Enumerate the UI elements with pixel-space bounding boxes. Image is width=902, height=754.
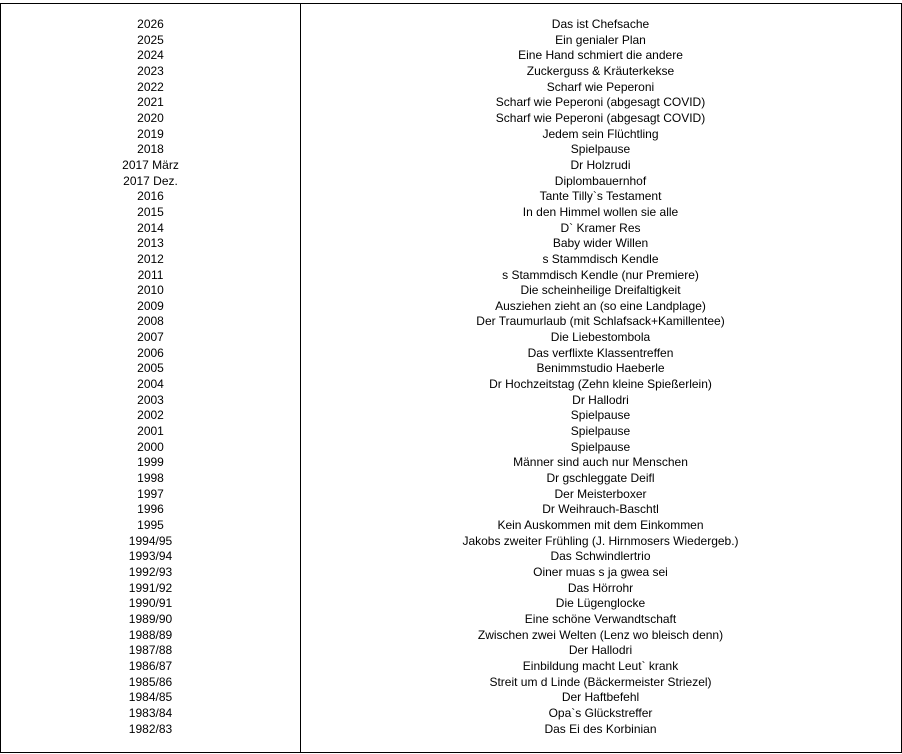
table-row xyxy=(1,361,901,377)
table-row xyxy=(1,612,901,628)
play-title-cell: Der Traumurlaub (mit Schlafsack+Kamillentee) xyxy=(476,314,725,329)
play-title-cell: Die Liebestombola xyxy=(550,330,651,345)
play-title-cell: Ausziehen zieht an (so eine Landplage) xyxy=(495,298,706,313)
table-row xyxy=(1,95,901,111)
year-cell: 1986/87 xyxy=(128,658,173,673)
table-row xyxy=(1,706,901,722)
year-cell: 1987/88 xyxy=(128,643,173,658)
table-row xyxy=(1,643,901,659)
year-cell: 2004 xyxy=(137,377,164,392)
table-row xyxy=(1,330,901,346)
table-row xyxy=(1,158,901,174)
play-title-cell: In den Himmel wollen sie alle xyxy=(522,204,679,219)
year-cell: 1992/93 xyxy=(128,564,173,579)
year-cell: 2023 xyxy=(137,63,164,78)
play-title-cell: Zuckerguss & Kräuterkekse xyxy=(526,63,675,78)
table-row xyxy=(1,549,901,565)
play-title-cell: Das verflixte Klassentreffen xyxy=(527,345,674,360)
play-title-cell: Dr Holzrudi xyxy=(570,157,631,172)
table-row xyxy=(1,534,901,550)
table-row xyxy=(1,268,901,284)
play-title-cell: Diplombauernhof xyxy=(554,173,647,188)
table-row xyxy=(1,628,901,644)
play-title-cell: D` Kramer Res xyxy=(560,220,641,235)
year-cell: 2012 xyxy=(137,251,164,266)
year-cell: 1991/92 xyxy=(128,580,173,595)
table-row xyxy=(1,424,901,440)
play-title-cell: Scharf wie Peperoni xyxy=(546,79,655,94)
year-cell: 1995 xyxy=(137,518,164,532)
table-row xyxy=(1,455,901,471)
table-row xyxy=(1,314,901,330)
play-title-cell: Die Lügenglocke xyxy=(555,596,646,611)
play-title-cell: Eine Hand schmiert die andere xyxy=(518,48,683,63)
year-cell: 1999 xyxy=(137,455,164,470)
table-row xyxy=(1,48,901,64)
table-row xyxy=(1,80,901,96)
table-row xyxy=(1,33,901,49)
year-cell: 2009 xyxy=(137,298,164,313)
table-row xyxy=(1,252,901,268)
year-cell: 1983/84 xyxy=(128,705,173,720)
play-title-cell: Jedem sein Flüchtling xyxy=(542,126,659,141)
play-title-cell: Das Hörrohr xyxy=(567,580,634,595)
play-title-cell: Scharf wie Peperoni (abgesagt COVID) xyxy=(495,95,706,110)
year-cell: 1997 xyxy=(137,486,164,501)
play-title-cell: Das ist Chefsache xyxy=(551,17,650,31)
year-cell: 2017 März xyxy=(122,157,179,172)
table-body xyxy=(1,17,901,737)
table-row xyxy=(1,127,901,143)
table-row xyxy=(1,581,901,597)
year-cell: 2017 Dez. xyxy=(123,173,178,188)
year-cell: 2020 xyxy=(137,110,164,125)
year-cell: 2011 xyxy=(137,267,164,282)
year-cell: 1998 xyxy=(137,471,164,486)
table-row xyxy=(1,189,901,205)
play-title-cell: Das Schwindlertrio xyxy=(550,549,651,564)
play-title-cell: Der Meisterboxer xyxy=(554,486,647,501)
year-cell: 2022 xyxy=(137,79,164,94)
year-cell: 1982/83 xyxy=(128,721,173,736)
table-row xyxy=(1,659,901,675)
year-cell: 2007 xyxy=(137,330,164,345)
play-title-cell: s Stammdisch Kendle xyxy=(542,251,659,266)
play-title-cell: Das Ei des Korbinian xyxy=(544,721,657,736)
year-cell: 1988/89 xyxy=(128,627,173,642)
play-title-cell: Eine schöne Verwandtschaft xyxy=(524,611,677,626)
table-row xyxy=(1,722,901,738)
table-row xyxy=(1,675,901,691)
table-row xyxy=(1,377,901,393)
table-row xyxy=(1,111,901,127)
year-cell: 2019 xyxy=(137,126,164,141)
play-title-cell: Dr Weihrauch-Baschtl xyxy=(542,502,659,517)
table-row xyxy=(1,174,901,190)
play-title-cell: Die scheinheilige Dreifaltigkeit xyxy=(520,283,681,298)
play-title-cell: Dr gschleggate Deifl xyxy=(546,471,655,486)
year-cell: 2021 xyxy=(137,95,164,110)
table-row xyxy=(1,440,901,456)
table-row xyxy=(1,283,901,299)
play-title-cell: Baby wider Willen xyxy=(552,236,649,251)
year-cell: 2026 xyxy=(137,17,164,31)
table-row xyxy=(1,393,901,409)
year-cell: 2024 xyxy=(137,48,164,63)
year-cell: 2006 xyxy=(137,345,164,360)
play-title-cell: Streit um d Linde (Bäckermeister Striezel) xyxy=(489,674,712,689)
year-cell: 2013 xyxy=(137,236,164,251)
year-cell: 1996 xyxy=(137,502,164,517)
play-title-cell: Ein genialer Plan xyxy=(555,32,646,47)
year-cell: 1985/86 xyxy=(128,674,173,689)
play-title-cell: Dr Hochzeitstag (Zehn kleine Spießerlein) xyxy=(489,377,712,392)
year-cell: 2025 xyxy=(137,32,164,47)
year-cell: 2015 xyxy=(137,204,164,219)
year-cell: 2003 xyxy=(137,392,164,407)
table-row xyxy=(1,205,901,221)
year-cell: 2005 xyxy=(137,361,164,376)
play-title-cell: Jakobs zweiter Frühling (J. Hirnmosers Wiedergeb.) xyxy=(462,533,739,548)
year-cell: 2002 xyxy=(137,408,164,423)
table-row xyxy=(1,471,901,487)
play-title-cell: Oiner muas s ja gwea sei xyxy=(533,564,668,579)
year-cell: 2001 xyxy=(137,424,164,439)
play-title-cell: Spielpause xyxy=(570,424,631,439)
year-cell: 2018 xyxy=(137,142,164,157)
year-cell: 1993/94 xyxy=(128,549,173,564)
year-cell: 2008 xyxy=(137,314,164,329)
table-row xyxy=(1,346,901,362)
play-title-cell: Dr Hallodri xyxy=(572,392,629,407)
table-row xyxy=(1,518,901,534)
year-cell: 2016 xyxy=(137,189,164,204)
table-row xyxy=(1,502,901,518)
table-row xyxy=(1,596,901,612)
table-row xyxy=(1,565,901,581)
play-title-cell: Zwischen zwei Welten (Lenz wo bleisch denn) xyxy=(477,627,724,642)
table-row xyxy=(1,221,901,237)
year-cell: 1984/85 xyxy=(128,690,173,705)
table-row xyxy=(1,408,901,424)
play-title-cell: Spielpause xyxy=(570,142,631,157)
play-title-cell: Männer sind auch nur Menschen xyxy=(513,455,688,470)
play-title-cell: Spielpause xyxy=(570,439,631,454)
play-history-table-frame xyxy=(0,3,902,753)
play-title-cell: Einbildung macht Leut` krank xyxy=(522,658,679,673)
play-title-cell: Der Haftbefehl xyxy=(561,690,640,705)
year-cell: 2000 xyxy=(137,439,164,454)
play-title-cell: Opa`s Glückstreffer xyxy=(548,705,653,720)
table-row xyxy=(1,299,901,315)
play-title-cell: Scharf wie Peperoni (abgesagt COVID) xyxy=(495,110,706,125)
play-history-table xyxy=(1,17,901,737)
play-title-cell: Kein Auskommen mit dem Einkommen xyxy=(497,518,704,532)
play-title-cell: Der Hallodri xyxy=(568,643,633,658)
play-title-cell: Benimmstudio Haeberle xyxy=(536,361,665,376)
year-cell: 1989/90 xyxy=(128,611,173,626)
year-cell: 1994/95 xyxy=(128,533,173,548)
year-cell: 1990/91 xyxy=(128,596,173,611)
table-row xyxy=(1,690,901,706)
year-cell: 2010 xyxy=(137,283,164,298)
table-row xyxy=(1,17,901,33)
table-row xyxy=(1,64,901,80)
table-row xyxy=(1,487,901,503)
play-title-cell: Tante Tilly`s Testament xyxy=(539,189,662,204)
year-cell: 2014 xyxy=(137,220,164,235)
table-row xyxy=(1,142,901,158)
play-title-cell: Spielpause xyxy=(570,408,631,423)
play-title-cell: s Stammdisch Kendle (nur Premiere) xyxy=(502,267,699,282)
table-row xyxy=(1,236,901,252)
